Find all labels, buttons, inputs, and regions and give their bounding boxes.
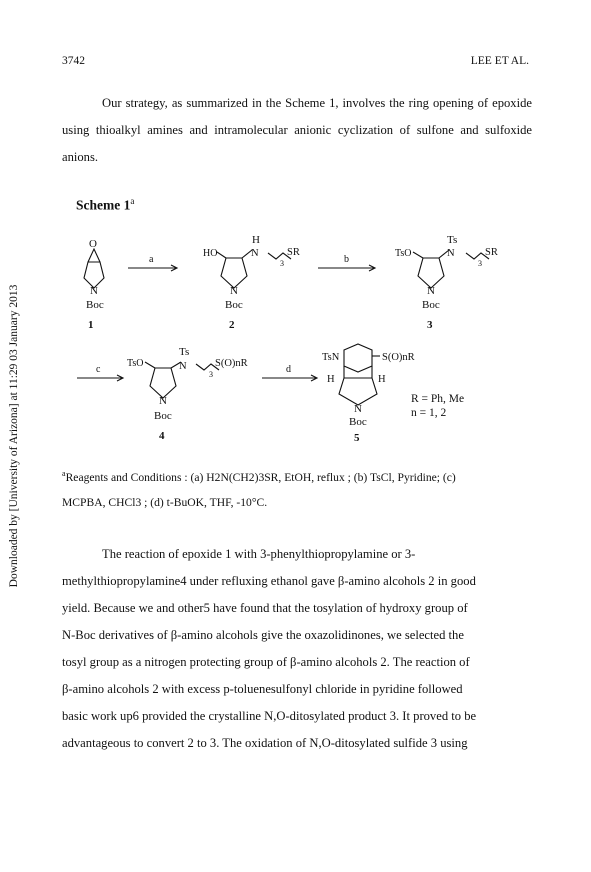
label-compound-2: 2	[229, 319, 235, 331]
body-line: yield. Because we and other5 have found that the tosylation of hydroxy group of	[62, 601, 468, 615]
c3-ts: Ts	[447, 234, 458, 246]
compound-5-structure	[339, 344, 380, 405]
c3-boc: Boc	[422, 299, 440, 311]
svg-text:N: N	[159, 395, 167, 407]
body-line: basic work up6 provided the crystalline N,O-ditosylated product 3. It proved to be	[62, 709, 477, 723]
label-compound-4: 4	[159, 430, 165, 442]
download-notice: Downloaded by [University of Arizona] at 11:29 03 January 2013	[8, 284, 20, 588]
scheme-footnote	[62, 461, 532, 515]
body-line: The reaction of epoxide 1 with 3-phenylthiopropylamine or 3-	[102, 547, 416, 561]
c4-sub3: 3	[209, 370, 213, 379]
c3-sub3: 3	[478, 259, 482, 268]
c5-h-right: H	[378, 374, 386, 385]
label-compound-5: 5	[354, 432, 360, 444]
c4-ts: Ts	[179, 346, 190, 358]
svg-text:N: N	[179, 361, 187, 372]
c2-ho: HO	[203, 248, 218, 259]
c5-tsn: TsN	[322, 352, 340, 363]
c2-chain: SR	[287, 247, 300, 258]
svg-text:N: N	[427, 285, 435, 297]
arrow-a-label: a	[149, 254, 154, 265]
svg-text:N: N	[354, 403, 362, 415]
c5-h-left: H	[327, 374, 335, 385]
c5-boc: Boc	[349, 416, 367, 428]
c3-chain: SR	[485, 247, 498, 258]
c2-boc: Boc	[225, 299, 243, 311]
body-line: β-amino alcohols 2 with excess p-toluenesulfonyl chloride in pyridine followed	[62, 682, 463, 696]
c3-tso: TsO	[395, 248, 412, 259]
body-line: tosyl group as a nitrogen protecting group of β-amino alcohols 2. The reaction of	[62, 655, 470, 669]
page-number: 3742	[62, 55, 85, 67]
body-paragraph	[62, 541, 532, 757]
body-line: advantageous to convert 2 to 3. The oxidation of N,O-ditosylated sulfide 3 using	[62, 736, 468, 750]
scheme-title-text: Scheme 1	[76, 197, 131, 213]
arrow-d-label: d	[286, 364, 291, 375]
svg-text:N: N	[251, 248, 259, 259]
r-definition: R = Ph, Me	[411, 393, 465, 405]
label-compound-3: 3	[427, 319, 433, 331]
svg-text:N: N	[447, 248, 455, 259]
c2-sub3: 3	[280, 259, 284, 268]
body-line: methylthiopropylamine4 under refluxing ethanol gave β-amino alcohols 2 in good	[62, 574, 476, 588]
intro-text: Our strategy, as summarized in the Scheme 1, involves the ring opening of epoxide using thioalkyl amines and intramolecular anionic cyclization of sulfone and sulfoxide anions.	[62, 96, 532, 164]
svg-text:O: O	[89, 238, 97, 250]
c5-right: S(O)nR	[382, 352, 415, 363]
arrow-c-label: c	[96, 364, 101, 375]
c1-boc: Boc	[86, 299, 104, 311]
n-definition: n = 1, 2	[411, 407, 447, 419]
footnote-line-2: MCPBA, CHCl3 ; (d) t-BuOK, THF, -10°C.	[62, 495, 268, 509]
label-compound-1: 1	[88, 319, 94, 331]
footnote-sup: a	[62, 469, 66, 478]
footnote-line-1	[62, 461, 532, 490]
c4-boc: Boc	[154, 410, 172, 422]
c1-n: N	[90, 285, 98, 297]
c4-tso: TsO	[127, 358, 144, 369]
body-line: N-Boc derivatives of β-amino alcohols give the oxazolidinones, we selected the	[62, 628, 464, 642]
compound-1-structure	[84, 249, 104, 288]
scheme-title-sup: a	[130, 196, 135, 206]
arrow-b-label: b	[344, 254, 349, 265]
c2-h: H	[252, 234, 260, 246]
running-title: LEE ET AL.	[470, 55, 529, 67]
svg-text:N: N	[230, 285, 238, 297]
c4-chain: S(O)nR	[215, 358, 248, 369]
footnote-line-1-text: Reagents and Conditions : (a) H2N(CH2)3SR, EtOH, reflux ; (b) TsCl, Pyridine; (c)	[65, 470, 456, 484]
